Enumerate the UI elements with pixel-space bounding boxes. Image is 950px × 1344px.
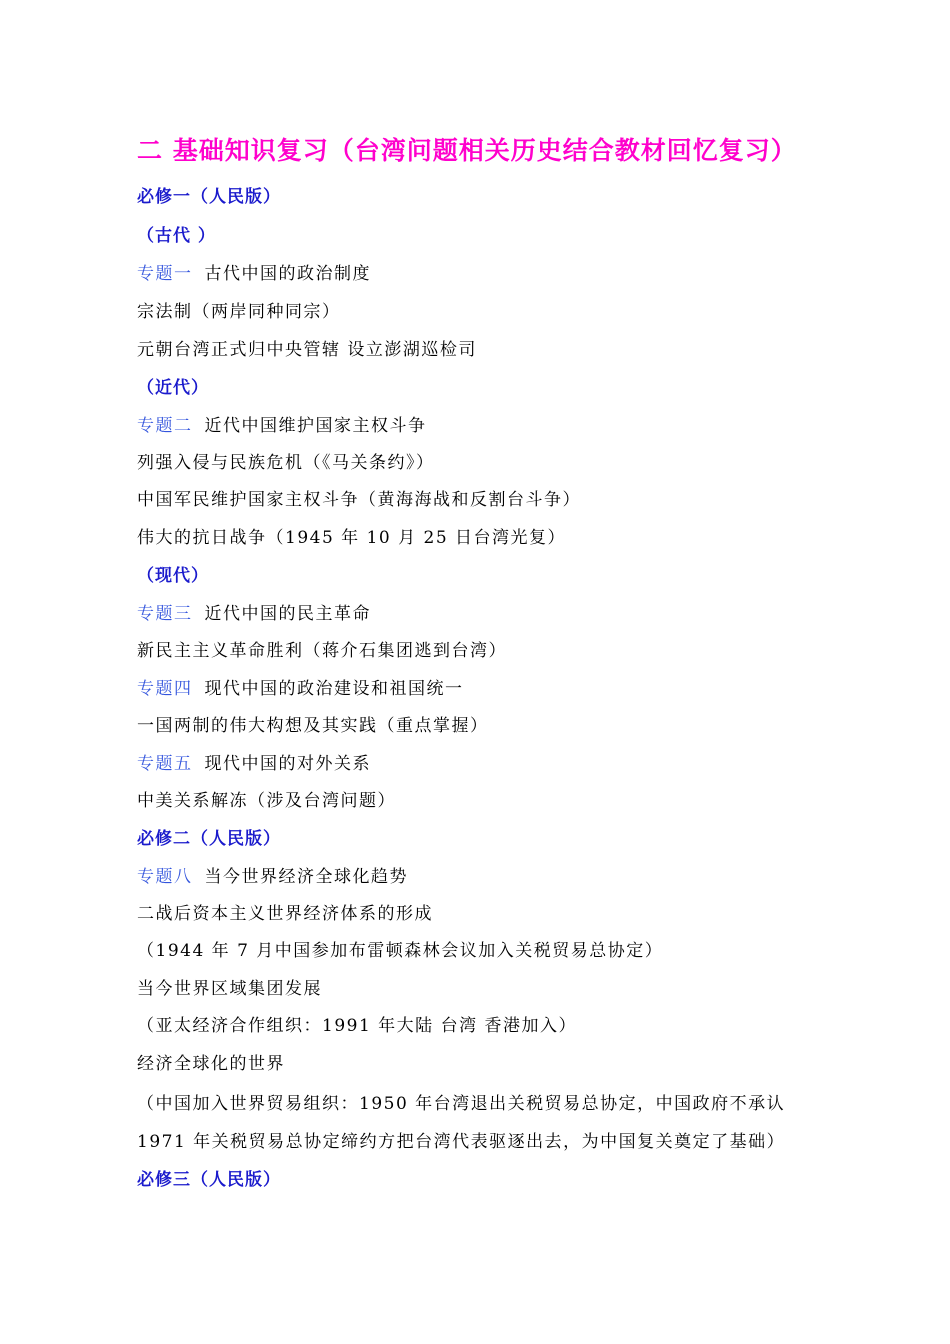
- topic-text: 当今世界经济全球化趋势: [204, 867, 408, 887]
- topic-label: 专题五: [137, 754, 193, 774]
- topic-line: [137, 415, 427, 437]
- topic-label: 专题一: [137, 264, 193, 284]
- body-text-line: （亚太经济合作组织：1991 年大陆 台湾 香港加入）: [137, 1016, 577, 1036]
- body-text-line: （1944 年 7 月中国参加布雷顿森林会议加入关税贸易总协定）: [137, 941, 664, 961]
- body-text-line: 宗法制（两岸同种同宗）: [137, 302, 341, 322]
- section-heading: （现代）: [137, 566, 209, 586]
- body-text-line: 一国两制的伟大构想及其实践（重点掌握）: [137, 716, 489, 736]
- topic-text: 现代中国的政治建设和祖国统一: [204, 679, 464, 699]
- topic-line: [137, 678, 464, 700]
- topic-line: [137, 866, 408, 888]
- section-heading: （古代 ）: [137, 226, 216, 246]
- section-heading: 必修二（人民版）: [137, 829, 281, 849]
- body-text-line: （中国加入世界贸易组织：1950 年台湾退出关税贸易总协定，中国政府不承认: [137, 1094, 786, 1114]
- body-text-line: 中国军民维护国家主权斗争（黄海海战和反割台斗争）: [137, 490, 581, 510]
- topic-line: [137, 603, 371, 625]
- body-text-line: 新民主主义革命胜利（蒋介石集团逃到台湾）: [137, 641, 507, 661]
- body-text-line: 1971 年关税贸易总协定缔约方把台湾代表驱逐出去，为中国复关奠定了基础）: [137, 1132, 786, 1152]
- body-text-line: 列强入侵与民族危机（《马关条约》）: [137, 453, 435, 473]
- body-text-line: 伟大的抗日战争（1945 年 10 月 25 日台湾光复）: [137, 528, 567, 548]
- section-title: 二 基础知识复习（台湾问题相关历史结合教材回忆复习）: [137, 136, 797, 165]
- topic-label: 专题二: [137, 416, 193, 436]
- body-text-line: 中美关系解冻（涉及台湾问题）: [137, 791, 396, 811]
- topic-label: 专题四: [137, 679, 193, 699]
- body-text-line: 二战后资本主义世界经济体系的形成: [137, 904, 433, 924]
- topic-line: [137, 263, 371, 285]
- body-text-line: 元朝台湾正式归中央管辖 设立澎湖巡检司: [137, 340, 477, 360]
- section-heading: 必修一（人民版）: [137, 187, 281, 207]
- topic-text: 现代中国的对外关系: [204, 754, 371, 774]
- topic-text: 近代中国的民主革命: [204, 604, 371, 624]
- section-heading: （近代）: [137, 378, 209, 398]
- section-heading: 必修三（人民版）: [137, 1170, 281, 1190]
- topic-text: 近代中国维护国家主权斗争: [204, 416, 427, 436]
- topic-text: 古代中国的政治制度: [204, 264, 371, 284]
- body-text-line: 经济全球化的世界: [137, 1054, 285, 1074]
- body-text-line: 当今世界区域集团发展: [137, 979, 322, 999]
- topic-line: [137, 753, 371, 775]
- topic-label: 专题八: [137, 867, 193, 887]
- topic-label: 专题三: [137, 604, 193, 624]
